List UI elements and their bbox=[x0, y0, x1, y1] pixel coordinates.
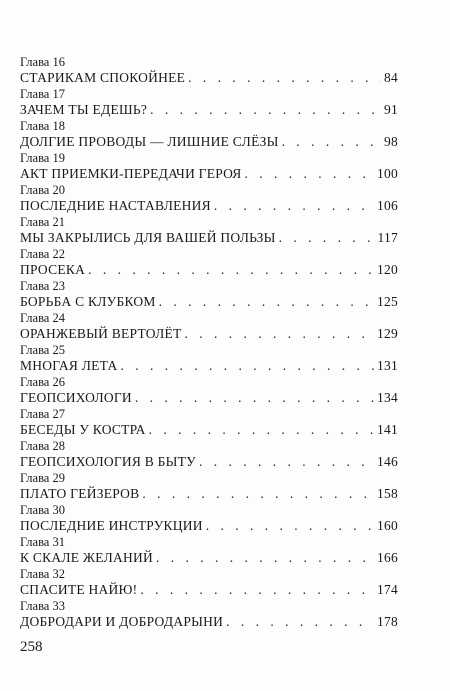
chapter-line bbox=[20, 229, 398, 247]
chapter-line bbox=[20, 325, 398, 343]
toc-entry bbox=[20, 471, 398, 503]
chapter-number: Глава 31 bbox=[20, 535, 65, 549]
chapter-page-number: 178 bbox=[377, 614, 398, 629]
chapter-number: Глава 26 bbox=[20, 375, 65, 389]
chapter-line bbox=[20, 69, 398, 87]
chapter-title: ПЛАТО ГЕЙЗЕРОВ bbox=[20, 486, 140, 501]
chapter-number: Глава 24 bbox=[20, 311, 65, 325]
chapter-line bbox=[20, 197, 398, 215]
chapter-page-number: 134 bbox=[377, 390, 398, 405]
dot-leader bbox=[140, 581, 374, 599]
chapter-number: Глава 23 bbox=[20, 279, 65, 293]
dot-leader bbox=[135, 389, 374, 407]
dot-leader bbox=[156, 549, 374, 567]
chapter-page-number: 158 bbox=[377, 486, 398, 501]
chapter-page-number: 160 bbox=[377, 518, 398, 533]
chapter-number: Глава 19 bbox=[20, 151, 65, 165]
chapter-page-number: 174 bbox=[377, 582, 398, 597]
dot-leader bbox=[150, 101, 381, 119]
toc-entry bbox=[20, 567, 398, 599]
chapter-number: Глава 30 bbox=[20, 503, 65, 517]
toc-entry bbox=[20, 247, 398, 279]
table-of-contents bbox=[20, 55, 398, 631]
chapter-number: Глава 33 bbox=[20, 599, 65, 613]
toc-entry bbox=[20, 311, 398, 343]
chapter-title: МЫ ЗАКРЫЛИСЬ ДЛЯ ВАШЕЙ ПОЛЬЗЫ bbox=[20, 230, 276, 245]
chapter-line bbox=[20, 453, 398, 471]
dot-leader bbox=[120, 357, 374, 375]
toc-entry bbox=[20, 279, 398, 311]
chapter-title: ПРОСЕКА bbox=[20, 262, 86, 277]
chapter-line bbox=[20, 581, 398, 599]
chapter-number: Глава 18 bbox=[20, 119, 65, 133]
toc-entry bbox=[20, 375, 398, 407]
chapter-line bbox=[20, 549, 398, 567]
dot-leader bbox=[244, 165, 374, 183]
chapter-title: СПАСИТЕ НАЙЮ! bbox=[20, 582, 138, 597]
toc-entry bbox=[20, 407, 398, 439]
chapter-title: ОРАНЖЕВЫЙ ВЕРТОЛЁТ bbox=[20, 326, 182, 341]
chapter-line bbox=[20, 613, 398, 631]
chapter-page-number: 84 bbox=[384, 70, 398, 85]
toc-entry bbox=[20, 503, 398, 535]
chapter-page-number: 125 bbox=[377, 294, 398, 309]
chapter-page-number: 91 bbox=[384, 102, 398, 117]
chapter-title: ПОСЛЕДНИЕ НАСТАВЛЕНИЯ bbox=[20, 198, 211, 213]
toc-entry bbox=[20, 215, 398, 247]
dot-leader bbox=[188, 69, 381, 87]
chapter-number: Глава 29 bbox=[20, 471, 65, 485]
toc-entry bbox=[20, 183, 398, 215]
chapter-title: ГЕОПСИХОЛОГИ bbox=[20, 390, 132, 405]
chapter-line bbox=[20, 101, 398, 119]
toc-entry bbox=[20, 151, 398, 183]
dot-leader bbox=[149, 421, 374, 439]
chapter-line bbox=[20, 485, 398, 503]
dot-leader bbox=[142, 485, 374, 503]
toc-entry bbox=[20, 55, 398, 87]
dot-leader bbox=[185, 325, 375, 343]
dot-leader bbox=[214, 197, 374, 215]
chapter-line bbox=[20, 293, 398, 311]
page-number: 258 bbox=[20, 639, 43, 655]
toc-entry bbox=[20, 439, 398, 471]
chapter-title: ЗАЧЕМ ТЫ ЕДЕШЬ? bbox=[20, 102, 148, 117]
toc-entry bbox=[20, 343, 398, 375]
chapter-number: Глава 16 bbox=[20, 55, 65, 69]
chapter-page-number: 106 bbox=[377, 198, 398, 213]
chapter-number: Глава 21 bbox=[20, 215, 65, 229]
chapter-title: ДОБРОДАРИ И ДОБРОДАРЫНИ bbox=[20, 614, 224, 629]
chapter-number: Глава 20 bbox=[20, 183, 65, 197]
chapter-line bbox=[20, 421, 398, 439]
chapter-title: ПОСЛЕДНИЕ ИНСТРУКЦИИ bbox=[20, 518, 203, 533]
chapter-number: Глава 25 bbox=[20, 343, 65, 357]
chapter-title: СТАРИКАМ СПОКОЙНЕЕ bbox=[20, 70, 186, 85]
chapter-title: К СКАЛЕ ЖЕЛАНИЙ bbox=[20, 550, 153, 565]
chapter-page-number: 117 bbox=[377, 230, 398, 245]
chapter-page-number: 100 bbox=[377, 166, 398, 181]
chapter-page-number: 120 bbox=[377, 262, 398, 277]
chapter-line bbox=[20, 357, 398, 375]
dot-leader bbox=[279, 229, 375, 247]
chapter-title: ДОЛГИЕ ПРОВОДЫ — ЛИШНИЕ СЛЁЗЫ bbox=[20, 134, 279, 149]
dot-leader bbox=[88, 261, 374, 279]
chapter-number: Глава 17 bbox=[20, 87, 65, 101]
chapter-title: ГЕОПСИХОЛОГИЯ В БЫТУ bbox=[20, 454, 196, 469]
chapter-number: Глава 32 bbox=[20, 567, 65, 581]
chapter-title: БЕСЕДЫ У КОСТРА bbox=[20, 422, 146, 437]
toc-entry bbox=[20, 535, 398, 567]
chapter-page-number: 146 bbox=[377, 454, 398, 469]
dot-leader bbox=[226, 613, 374, 631]
chapter-page-number: 129 bbox=[377, 326, 398, 341]
dot-leader bbox=[199, 453, 374, 471]
chapter-number: Глава 22 bbox=[20, 247, 65, 261]
chapter-line bbox=[20, 389, 398, 407]
chapter-page-number: 166 bbox=[377, 550, 398, 565]
chapter-line bbox=[20, 133, 398, 151]
chapter-title: МНОГАЯ ЛЕТА bbox=[20, 358, 118, 373]
toc-entry bbox=[20, 87, 398, 119]
toc-entry bbox=[20, 599, 398, 631]
dot-leader bbox=[282, 133, 381, 151]
chapter-page-number: 141 bbox=[377, 422, 398, 437]
chapter-title: АКТ ПРИЕМКИ-ПЕРЕДАЧИ ГЕРОЯ bbox=[20, 166, 242, 181]
chapter-number: Глава 28 bbox=[20, 439, 65, 453]
chapter-line bbox=[20, 517, 398, 535]
chapter-page-number: 98 bbox=[384, 134, 398, 149]
chapter-number: Глава 27 bbox=[20, 407, 65, 421]
dot-leader bbox=[206, 517, 374, 535]
toc-entry bbox=[20, 119, 398, 151]
chapter-line bbox=[20, 165, 398, 183]
dot-leader bbox=[159, 293, 374, 311]
chapter-line bbox=[20, 261, 398, 279]
chapter-page-number: 131 bbox=[377, 358, 398, 373]
chapter-title: БОРЬБА С КЛУБКОМ bbox=[20, 294, 156, 309]
